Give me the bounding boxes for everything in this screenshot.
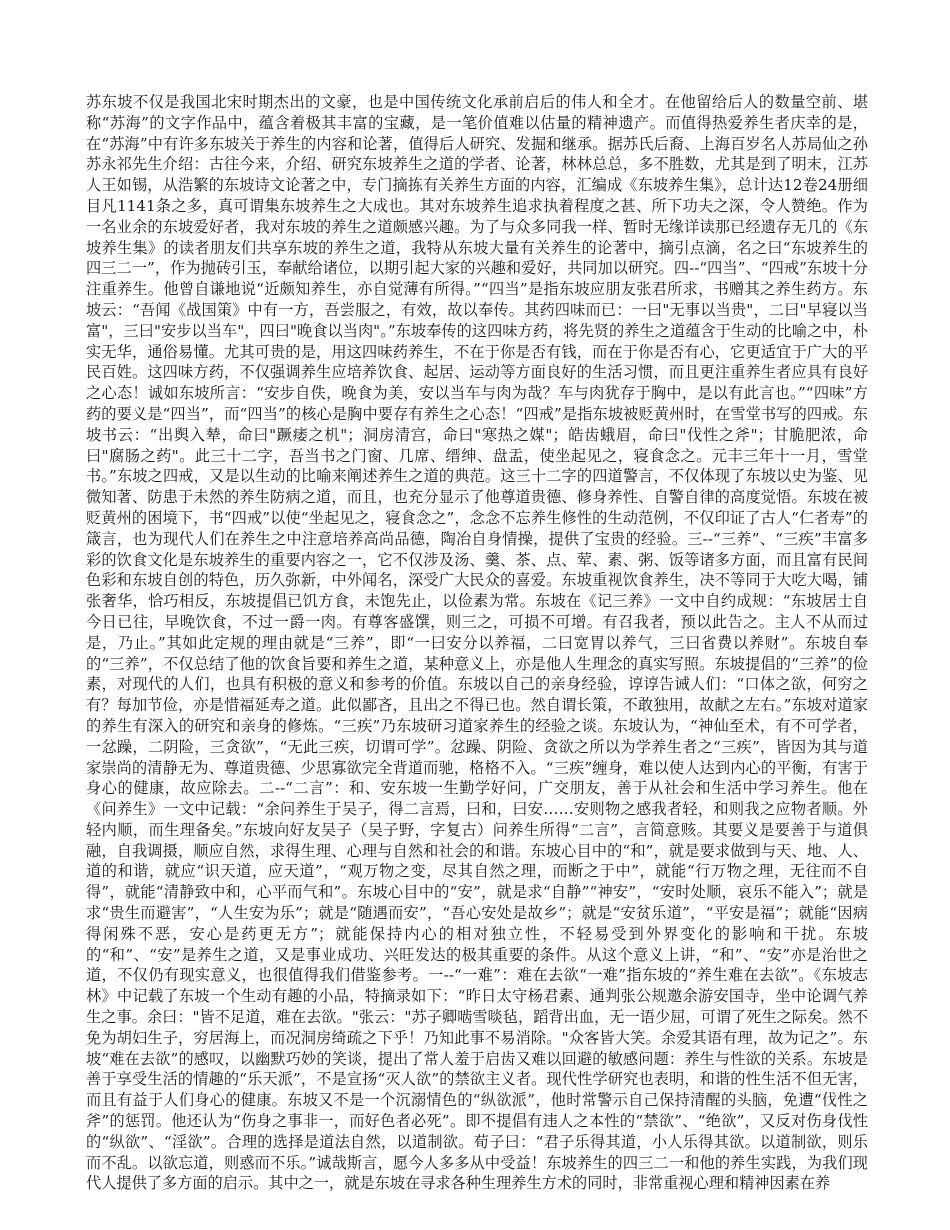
article-body-text: 苏东坡不仅是我国北宋时期杰出的文豪，也是中国传统文化承前启后的伟人和全才。在他留给后人的数量空前、堪称“苏海”的文字作品中，蕴含着极其丰富的宝藏，是一笔价值难以估量的精神遗产。而值得热爱养生者庆幸的是，在“苏海”中有许多东坡关于养生的内容和论著，值得后人研究、发掘和继承。据苏氏后裔、上海百岁名人苏局仙之孙苏永祁先生介绍：古往今来，介绍、研究东坡养生之道的学者、论著，林林总总，多不胜数，尤其是到了明末，江苏人王如锡，从浩繁的东坡诗文论著之中，专门摘拣有关养生方面的内容，汇编成《东坡养生集》，总计达12卷24册细目凡1141条之多，真可谓集东坡养生之大成也。其对东坡养生追求执着程度之甚、所下功夫之深，令人赞绝。作为一名业余的东坡爱好者，我对东坡的养生之道颇感兴趣。为了与众多同我一样、暂时无缘详读那已经遗存无几的《东坡养生集》的读者朋友们共享东坡的养生之道，我特从东坡大量有关养生的论著中，摘引点滴，名之曰“东坡养生的四三二一”，作为抛砖引玉，奉献给诸位，以期引起大家的兴趣和爱好，共同加以研究。四--“四当”、“四戒”东坡十分注重养生。他曾自谦地说“近颇知养生，亦自觉薄有所得。”“四当”是指东坡应朋友张君所求，书赠其之养生药方。东坡云：“吾闻《战国策》中有一方，吾尝服之，有效，故以奉传。其药四味而已：一曰"无事以当贵"，二曰"早寝以当富"，三曰"安步以当车"，四曰"晚食以当肉"。”东坡奉传的这四味方药，将先贤的养生之道蕴含于生动的比喻之中，朴实无华，通俗易懂。尤其可贵的是，用这四味药养生，不在于你是否有钱，而在于你是否有心，它更适宜于广大的平民百姓。这四味方药，不仅强调养生应培养饮食、起居、运动等方面良好的生活习惯，而且更注重养生者应具有良好之心态！诚如东坡所言：“安步自佚，晚食为美，安以当车与肉为哉？车与肉犹存于胸中，是以有此言也。”“四味”方药的要义是“四当”，而“四当”的核心是胸中要存有养生之心态！“四戒”是指东坡被贬黄州时，在雪堂书写的四戒。东坡书云：“出舆入辇，命曰"蹶痿之机"；洞房清宫，命曰"寒热之媒"；皓齿蛾眉，命曰"伐性之斧"；甘脆肥浓，命曰"腐肠之药"。此三十二字，吾当书之门窗、几席、缙绅、盘盂，使坐起见之，寝食念之。元丰三年十一月，雪堂书。”东坡之四戒，又是以生动的比喻来阐述养生之道的典范。这三十二字的四道警言，不仅体现了东坡以史为鉴、见微知著、防患于未然的养生防病之道，而且，也充分显示了他尊道贵德、修身养性、自警自律的高度觉悟。东坡在被贬黄州的困境下，书“四戒”以使“坐起见之，寝食念之”，念念不忘养生修性的生动范例，不仅印证了古人“仁者寿”的箴言，也为现代人们在养生之中注意培养高尚品德，陶冶自身情操，提供了宝贵的经验。三--“三养”、“三疾”丰富多彩的饮食文化是东坡养生的重要内容之一，它不仅涉及汤、羹、茶、点、荤、素、粥、饭等诸多方面，而且富有民间色彩和东坡自创的特色，历久弥新，中外闻名，深受广大民众的喜爱。东坡重视饮食养生，决不等同于大吃大喝，铺张奢华，恰巧相反，东坡提倡已饥方食，未饱先止，以俭素为常。东坡在《记三养》一文中自约成规：“东坡居士自今日已往，早晚饮食，不过一爵一肉。有尊客盛馔，则三之，可损不可增。有召我者，预以此告之。主人不从而过是，乃止。”其如此定规的理由就是“三养”，即“一曰安分以养福，二曰宽胃以养气，三曰省费以养财”。东坡自奉的“三养”，不仅总结了他的饮食旨要和养生之道，某种意义上，亦是他人生理念的真实写照。东坡提倡的“三养”的俭素，对现代的人们，也具有积极的意义和参考的价值。东坡以自己的亲身经验，谆谆告诫人们：“口体之欲，何穷之有？每加节俭，亦是惜福延寿之道。此似鄙吝，且出之不得已也。然自谓长策，不敢独用，故献之左右。”东坡对道家的养生有深入的研究和亲身的修炼。“三疾”乃东坡研习道家养生的经验之谈。东坡认为，“神仙至术，有不可学者，一忿躁，二阴险，三贪欲”，“无此三疾，切谓可学”。忿躁、阴险、贪欲之所以为学养生者之“三疾”，皆因为其与道家崇尚的清静无为、尊道贵德、少思寡欲完全背道而驰，格格不入。“三疾”缠身，难以使人达到内心的平衡，有害于身心的健康，故应除去。二--“二言”：和、安东坡一生勤学好问，广交朋友，善于从社会和生活中学习养生。他在《问养生》一文中记载：“余问养生于吴子，得二言焉，曰和，曰安……安则物之感我者轻，和则我之应物者顺。外轻内顺，而生理备矣。”东坡向好友吴子（吴子野，字复古）问养生所得“二言”，言简意赅。其要义是要善于与道俱融，自我调摄，顺应自然，求得生理、心理与自然和社会的和谐。东坡心目中的“和”，就是要求做到与天、地、人、道的和谐，就应“识天道，应天道”，“观万物之变，尽其自然之理，而断之于中”，就能“行万物之理，无往而不自得”，就能“清静致中和，心平而气和”。东坡心目中的“安”，就是求“自静”“神安”，“安时处顺，哀乐不能入”；就是求“贵生而避害”，“人生安为乐”；就是“随遇而安”，“吾心安处是故乡”；就是“安贫乐道”，“平安是福”；就能“因病得闲殊不恶，安心是药更无方”；就能保持内心的相对独立性，不轻易受到外界变化的影响和干扰。东坡的“和”、“安”是养生之道，又是事业成功、兴旺发达的极其重要的条件。从这个意义上讲，“和”、“安”亦是治世之道，不仅仍有现实意义，也很值得我们借鉴参考。一--“一难”：难在去欲“一难”指东坡的“养生难在去欲”。《东坡志林》中记载了东坡一个生动有趣的小品，特摘录如下：“昨日太守杨君素、通判张公规邀余游安国寺，坐中论调气养生之事。余曰："皆不足道，难在去欲。"张云："苏子卿啮雪啖毡，蹈背出血，无一语少屈，可谓了死生之际矣。然不免为胡妇生子，穷居海上，而况洞房绮疏之下乎！乃知此事不易消除。"众客皆大笑。余爱其语有理，故为记之”。东坡“难在去欲”的感叹，以幽默巧妙的笑谈，提出了常人羞于启齿又难以回避的敏感问题：养生与性欲的关系。东坡是善于享受生活的情趣的“乐天派”，不是宣扬“灭人欲”的禁欲主义者。现代性学研究也表明，和谐的性生活不但无害，而且有益于人们身心的健康。东坡又不是一个沉溺情色的“纵欲派”，他时常警示自己保持清醒的头脑，免遭“伐性之斧”的惩罚。他还认为“伤身之事非一，而好色者必死”。即不提倡有违人之本性的“禁欲”、“绝欲”，又反对伤身伐性的“纵欲”、“淫欲”。合理的选择是道法自然，以道制欲。荀子曰：“君子乐得其道，小人乐得其欲。以道制欲，则乐而不乱。以欲忘道，则惑而不乐。”诚哉斯言，愿今人多多从中受益！东坡养生的四三二一和他的养生实践，为我们现代人提供了多方面的启示。其中之一，就是东坡在寻求各种生理养生方术的同时，非常重视心理和精神因素在养 [86, 93, 868, 1193]
